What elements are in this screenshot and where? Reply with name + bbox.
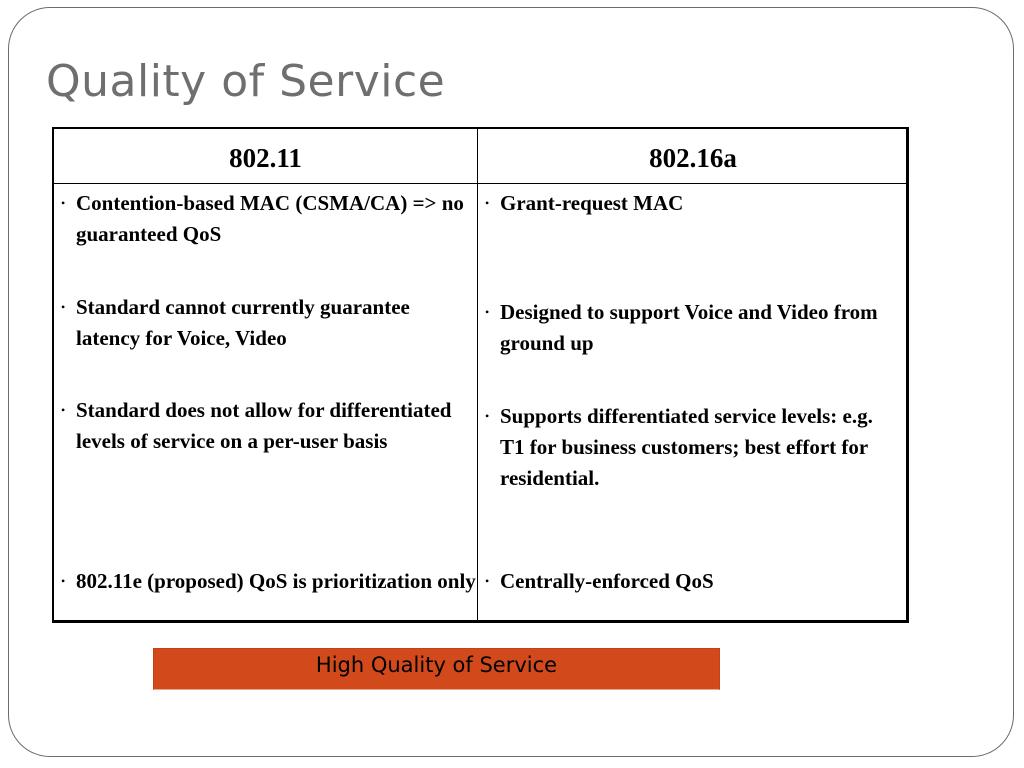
bullet-dot: •	[61, 403, 66, 417]
right-bullet-4	[485, 566, 900, 597]
right-bullet-text: Centrally-enforced QoS	[500, 569, 714, 593]
header-divider	[54, 183, 906, 184]
right-bullet-text: Grant-request MAC	[500, 191, 684, 215]
bullet-dot: •	[61, 196, 66, 210]
bullet-dot: •	[61, 300, 66, 314]
right-bullet-text: Supports differentiated service levels: e.g. T1 for business customers; best effort for residential.	[500, 404, 873, 490]
bullet-dot: •	[485, 196, 490, 210]
banner-label: High Quality of Service	[315, 653, 558, 677]
slide-title: Quality of Service	[46, 56, 446, 107]
left-bullet-1	[61, 188, 476, 250]
left-bullet-text: Contention-based MAC (CSMA/CA) => no guaranteed QoS	[76, 191, 464, 246]
bullet-dot: •	[485, 574, 490, 588]
header-802-16a: 802.16a	[649, 143, 737, 173]
left-bullet-2	[61, 292, 476, 354]
right-bullet-text: Designed to support Voice and Video from ground up	[500, 300, 878, 355]
left-bullet-text: 802.11e (proposed) QoS is prioritization only	[76, 569, 476, 593]
comparison-table	[52, 127, 909, 623]
header-802-11: 802.11	[229, 143, 302, 173]
left-bullet-text: Standard does not allow for differentiated levels of service on a per-user basis	[76, 398, 452, 453]
column-divider	[477, 129, 478, 620]
bullet-dot: •	[61, 574, 66, 588]
right-bullet-1	[485, 188, 900, 219]
bullet-dot: •	[485, 409, 490, 423]
left-bullet-4	[61, 566, 476, 597]
right-bullet-3	[485, 401, 900, 494]
left-bullet-3	[61, 395, 476, 457]
high-qos-banner	[153, 648, 720, 690]
right-bullet-2	[485, 297, 900, 359]
left-bullet-text: Standard cannot currently guarantee latency for Voice, Video	[76, 295, 410, 350]
bullet-dot: •	[485, 305, 490, 319]
